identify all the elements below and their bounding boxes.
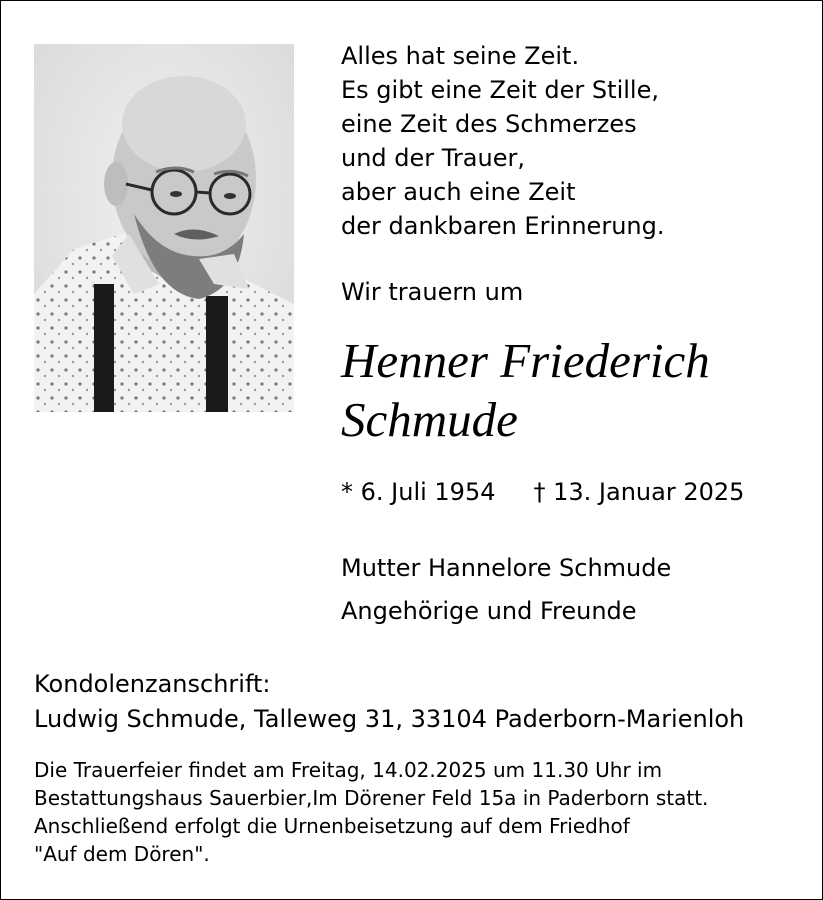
- birth-date: * 6. Juli 1954: [341, 478, 496, 506]
- poem-line: aber auch eine Zeit: [341, 178, 576, 206]
- poem-line: eine Zeit des Schmerzes: [341, 110, 637, 138]
- poem-line: Es gibt eine Zeit der Stille,: [341, 76, 659, 104]
- portrait-photo: [34, 44, 294, 412]
- poem-verse: [341, 39, 664, 243]
- funeral-details: [34, 756, 708, 868]
- condolence-label: Kondolenzanschrift:: [34, 670, 271, 698]
- funeral-line: "Auf dem Dören".: [34, 842, 210, 866]
- mourner-line: Mutter Hannelore Schmude: [341, 554, 672, 582]
- death-date: † 13. Januar 2025: [533, 478, 745, 506]
- deceased-name: [341, 331, 710, 449]
- life-dates: [341, 475, 744, 509]
- deceased-name-line1: Henner Friederich: [341, 333, 710, 388]
- mourning-intro: Wir trauern um: [341, 278, 524, 306]
- funeral-line: Die Trauerfeier findet am Freitag, 14.02.2025 um 11.30 Uhr im: [34, 758, 663, 782]
- condolence-address-text: Ludwig Schmude, Talleweg 31, 33104 Paderborn-Marienloh: [34, 705, 745, 733]
- funeral-line: Bestattungshaus Sauerbier,Im Dörener Feld 15a in Paderborn statt.: [34, 786, 709, 810]
- condolence-address: [34, 667, 744, 737]
- poem-line: Alles hat seine Zeit.: [341, 42, 580, 70]
- portrait-image: [34, 44, 294, 412]
- poem-line: der dankbaren Erinnerung.: [341, 212, 665, 240]
- funeral-line: Anschließend erfolgt die Urnenbeisetzung auf dem Friedhof: [34, 814, 630, 838]
- deceased-name-line2: Schmude: [341, 392, 518, 447]
- mourners-list: [341, 547, 671, 633]
- poem-line: und der Trauer,: [341, 144, 525, 172]
- mourner-line: Angehörige und Freunde: [341, 597, 637, 625]
